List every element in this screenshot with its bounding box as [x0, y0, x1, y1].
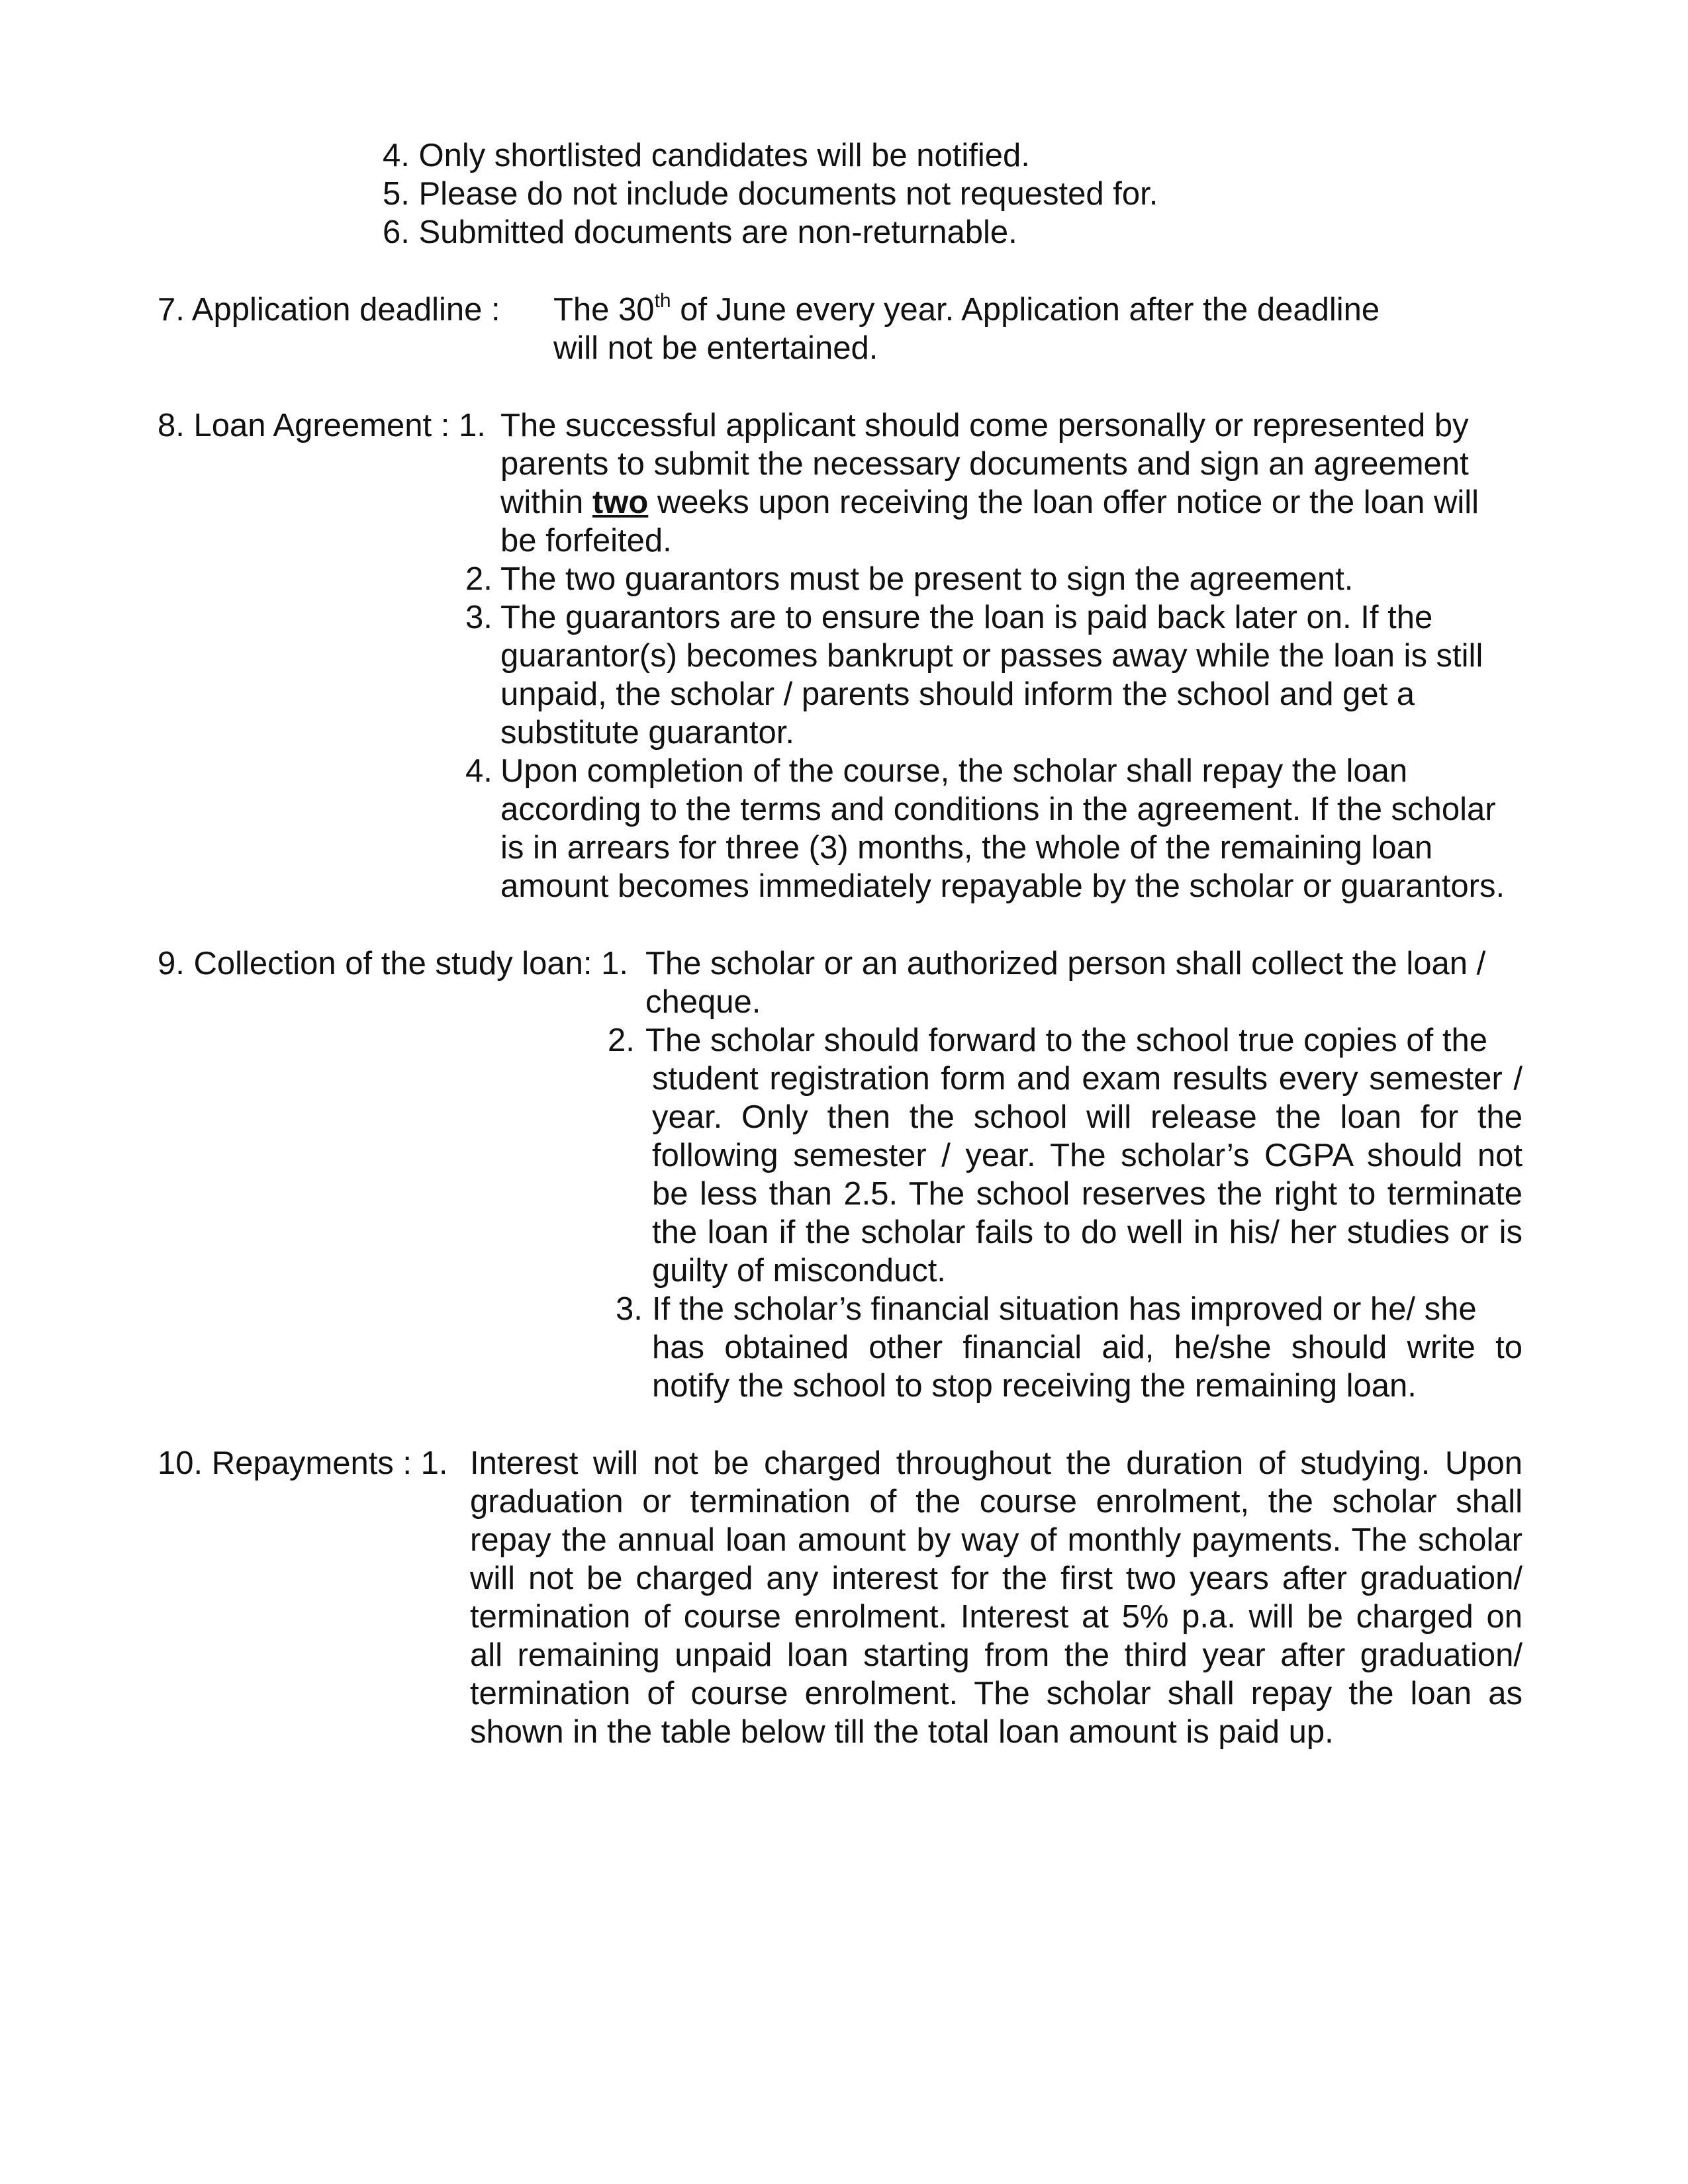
item-number: 1.	[458, 408, 486, 443]
section-label: 8. Loan Agreement :	[158, 408, 450, 443]
loan-agreement-item-1-line: parents to submit the necessary documents and sign an agreement	[500, 446, 1469, 482]
collection-item-3-line: If the scholar’s financial situation has improved or he/ she	[652, 1291, 1477, 1327]
note-number: 6.	[383, 214, 410, 250]
collection-item-1-line: cheque.	[645, 984, 761, 1020]
text-run: within	[500, 484, 592, 520]
item-number: 1.	[420, 1445, 448, 1481]
loan-agreement-item-4-line: Upon completion of the course, the scholar shall repay the loan	[500, 753, 1408, 789]
collection-item-2-line: guilty of misconduct.	[652, 1253, 946, 1289]
item-number: 4.	[465, 753, 492, 789]
loan-agreement-item-3-line: The guarantors are to ensure the loan is paid back later on. If the	[500, 600, 1433, 635]
section-9-label	[158, 944, 628, 983]
loan-agreement-item-3-line: unpaid, the scholar / parents should inform the school and get a	[500, 676, 1415, 712]
repayments-line: graduation or termination of the course enrolment, the scholar shall	[470, 1484, 1523, 1520]
loan-agreement-item-3-line: substitute guarantor.	[500, 715, 795, 751]
note-text: Only shortlisted candidates will be notified.	[418, 138, 1030, 173]
deadline-text: The 30	[553, 292, 655, 328]
deadline-text: of June every year. Application after the deadline	[671, 292, 1380, 328]
collection-item-1-line: The scholar or an authorized person shall collect the loan /	[645, 946, 1486, 981]
repayments-line: termination of course enrolment. Interest at 5% p.a. will be charged on	[470, 1599, 1523, 1635]
emphasis-two: two	[592, 484, 649, 520]
ordinal-suffix: th	[654, 290, 671, 312]
repayments-line: all remaining unpaid loan starting from the third year after graduation/	[470, 1637, 1523, 1673]
note-5	[383, 175, 1158, 213]
section-10-label	[158, 1444, 448, 1482]
note-6	[383, 213, 1017, 251]
item-number: 3.	[616, 1291, 643, 1327]
section-8-label	[158, 406, 486, 445]
collection-item-3-line: has obtained other financial aid, he/she should write to	[652, 1330, 1523, 1365]
loan-agreement-item-4-line: according to the terms and conditions in the agreement. If the scholar	[500, 792, 1496, 827]
item-number: 2.	[465, 561, 492, 597]
section-7-line-2: will not be entertained.	[553, 330, 878, 366]
loan-agreement-item-1-line: The successful applicant should come personally or represented by	[500, 408, 1469, 443]
item-number: 1.	[601, 946, 628, 981]
loan-agreement-item-1-line: be forfeited.	[500, 523, 672, 559]
loan-agreement-item-1-line	[500, 483, 1479, 522]
repayments-line: Interest will not be charged throughout the duration of studying. Upon	[470, 1445, 1523, 1481]
collection-item-2-line: The scholar should forward to the school true copies of the	[645, 1023, 1487, 1058]
collection-item-3-line: notify the school to stop receiving the remaining loan.	[652, 1368, 1417, 1404]
note-number: 5.	[383, 176, 410, 212]
loan-agreement-item-4-line: is in arrears for three (3) months, the whole of the remaining loan	[500, 830, 1433, 866]
item-number: 3.	[465, 600, 492, 635]
note-4	[383, 136, 1030, 175]
repayments-line: will not be charged any interest for the first two years after graduation/	[470, 1561, 1523, 1596]
section-7-line-1	[553, 291, 1380, 329]
section-label: 10. Repayments :	[158, 1445, 412, 1481]
repayments-line: termination of course enrolment. The scholar shall repay the loan as	[470, 1676, 1523, 1711]
loan-agreement-item-2-line: The two guarantors must be present to sign the agreement.	[500, 561, 1354, 597]
collection-item-2-line: the loan if the scholar fails to do well in his/ her studies or is	[652, 1214, 1523, 1250]
text-run: weeks upon receiving the loan offer notice or the loan will	[648, 484, 1479, 520]
item-number: 2.	[608, 1023, 635, 1058]
note-number: 4.	[383, 138, 410, 173]
note-text: Please do not include documents not requested for.	[418, 176, 1158, 212]
loan-agreement-item-3-line: guarantor(s) becomes bankrupt or passes away while the loan is still	[500, 638, 1483, 674]
collection-item-2-line: student registration form and exam results every semester /	[652, 1061, 1523, 1097]
loan-agreement-item-4-line: amount becomes immediately repayable by the scholar or guarantors.	[500, 868, 1505, 904]
repayments-line: repay the annual loan amount by way of monthly payments. The scholar	[470, 1522, 1523, 1558]
note-text: Submitted documents are non-returnable.	[418, 214, 1017, 250]
collection-item-2-line: following semester / year. The scholar’s CGPA should not	[652, 1138, 1523, 1173]
collection-item-2-line: be less than 2.5. The school reserves the right to terminate	[652, 1176, 1523, 1212]
section-7-label: 7. Application deadline :	[158, 292, 500, 328]
collection-item-2-line: year. Only then the school will release the loan for the	[652, 1099, 1523, 1135]
repayments-line: shown in the table below till the total loan amount is paid up.	[470, 1714, 1334, 1750]
section-label: 9. Collection of the study loan:	[158, 946, 592, 981]
